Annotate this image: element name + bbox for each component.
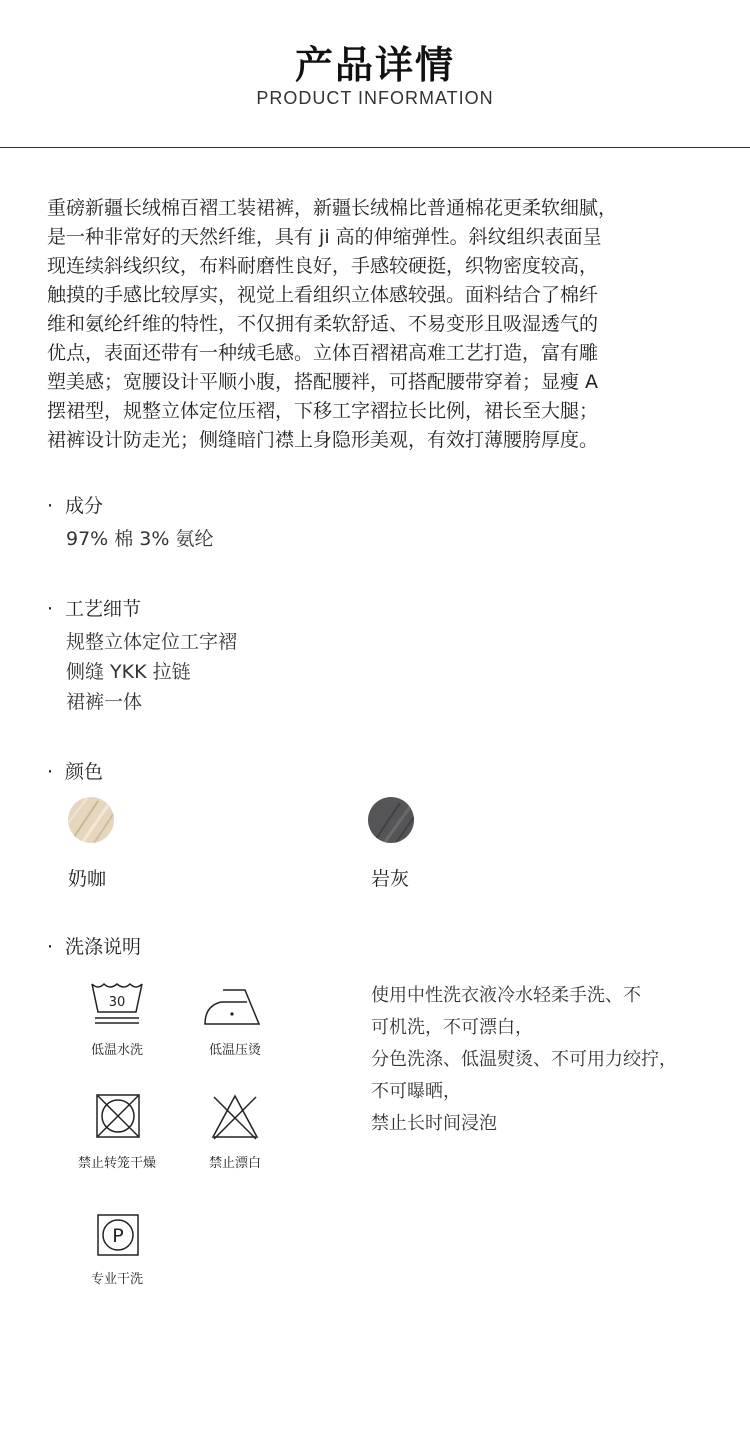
- bullet: ·: [47, 936, 54, 958]
- page-header: [0, 0, 750, 148]
- product-description: [47, 194, 707, 455]
- care-label: 禁止转笼干燥: [77, 1156, 156, 1171]
- bullet: ·: [47, 495, 54, 517]
- no-tumble-dry-icon: [95, 1093, 141, 1139]
- description-line: 裙裤设计防走光；侧缝暗门襟上身隐形美观，有效打薄腰胯厚度。: [47, 429, 599, 451]
- wash-text-line: 可机洗，不可漂白，: [371, 1017, 533, 1038]
- craft-title: [47, 594, 141, 621]
- dry-clean-letter: P: [112, 1225, 124, 1247]
- craft-line: 规整立体定位工字褶: [66, 631, 238, 653]
- wash-title: [47, 932, 141, 959]
- composition-title: [47, 491, 103, 518]
- description-line: 现连续斜线织纹，布料耐磨性良好，手感较硬挺，织物密度较高，: [47, 255, 599, 277]
- care-label: 禁止漂白: [208, 1156, 261, 1171]
- description-line: 维和氨纶纤维的特性，不仅拥有柔软舒适、不易变形且吸湿透气的: [47, 313, 599, 335]
- fabric-swatch-icon: [68, 797, 114, 843]
- description-line: 优点，表面还带有一种绒毛感。立体百褶裙高难工艺打造，富有雕: [47, 342, 599, 364]
- wash-text-line: 禁止长时间浸泡: [371, 1113, 497, 1134]
- color-swatch-rock-gray[interactable]: [368, 797, 414, 843]
- description-line: 触摸的手感比较厚实，视觉上看组织立体感较强。面料结合了棉纤: [47, 284, 599, 306]
- fabric-swatch-icon: [368, 797, 414, 843]
- wash-30-icon: [90, 980, 144, 1028]
- description-line: 塑美感；宽腰设计平顺小腹，搭配腰袢，可搭配腰带穿着；显瘦 A: [47, 371, 599, 393]
- color-swatch-milk-coffee[interactable]: [68, 797, 114, 843]
- wash-text-line: 分色洗涤、低温熨烫、不可用力绞拧，: [371, 1049, 677, 1070]
- description-line: 重磅新疆长绒棉百褶工装裙裤，新疆长绒棉比普通棉花更柔软细腻，: [47, 197, 618, 219]
- care-label: 低温水洗: [90, 1043, 143, 1058]
- craft-line: 裙裤一体: [66, 691, 143, 713]
- color-name: 奶咖: [68, 868, 107, 890]
- craft-line: 侧缝 YKK 拉链: [66, 661, 191, 683]
- dry-clean-p-icon: [97, 1214, 139, 1256]
- page-subtitle: PRODUCT INFORMATION: [256, 88, 494, 108]
- description-line: 摆裙型，规整立体定位压褶，下移工字褶拉长比例，裙长至大腿；: [47, 400, 599, 422]
- wash-title-text: 洗涤说明: [65, 936, 142, 958]
- wash-text-line: 使用中性洗衣液冷水轻柔手洗、不: [371, 985, 641, 1006]
- craft-title-text: 工艺细节: [65, 598, 142, 620]
- wash-instructions-text: [371, 980, 716, 1140]
- care-label: 专业干洗: [90, 1272, 143, 1287]
- bullet: ·: [47, 598, 54, 620]
- iron-low-icon: [203, 984, 261, 1028]
- page-title: 产品详情: [294, 43, 455, 87]
- bullet: ·: [47, 761, 54, 783]
- composition-title-text: 成分: [65, 495, 104, 517]
- wash-temperature: 30: [108, 995, 126, 1010]
- color-title: [47, 757, 103, 784]
- wash-text-line: 不可曝晒，: [371, 1081, 461, 1102]
- no-bleach-icon: [210, 1093, 260, 1141]
- composition-value: 97% 棉 3% 氨纶: [66, 528, 214, 550]
- color-title-text: 颜色: [65, 761, 104, 783]
- description-line: 是一种非常好的天然纤维，具有 ji 高的伸缩弹性。斜纹组织表面呈: [47, 226, 602, 248]
- color-name: 岩灰: [371, 868, 410, 890]
- care-label: 低温压烫: [208, 1043, 261, 1058]
